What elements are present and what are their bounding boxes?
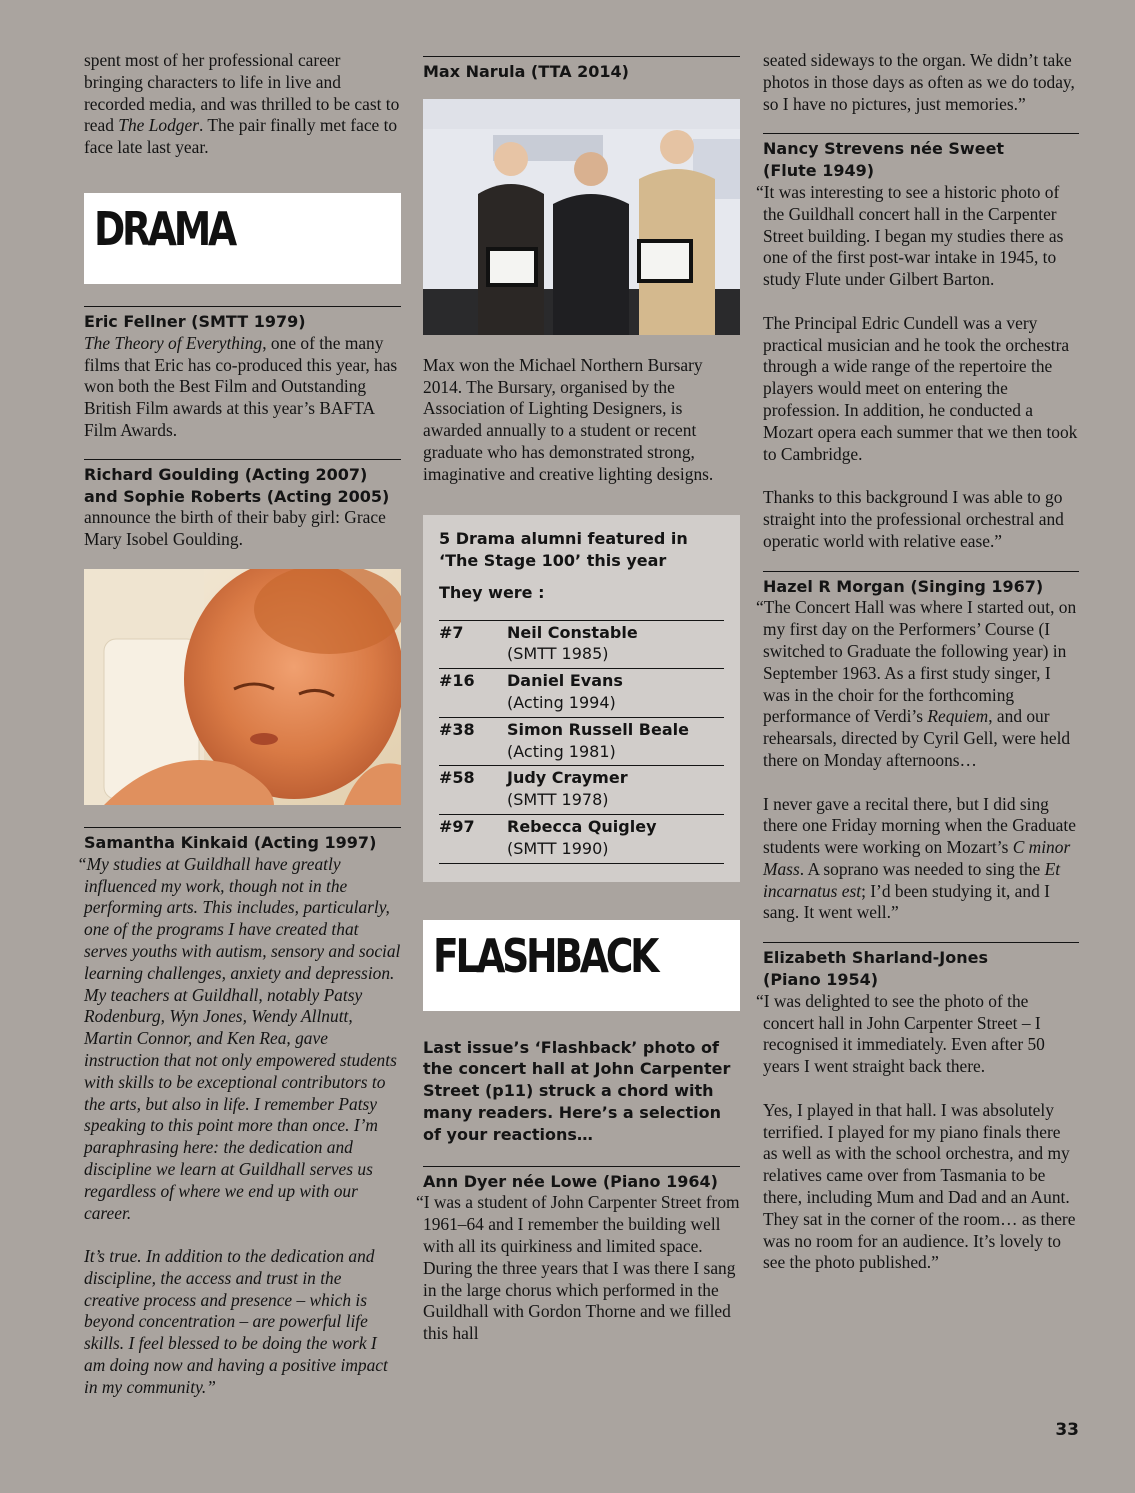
max-narula-text: Max won the Michael Northern Bursary 2014. The Bursary, organised by the Association of Lighting Designers, is awarded annually to a student or recent graduate who has demonstrated strong, imaginative and creative lighting designs. <box>423 354 714 484</box>
samantha-kinkaid-heading: Samantha Kinkaid (Acting 1997) <box>84 832 377 852</box>
table-row: #7 Neil Constable (SMTT 1985) <box>439 620 724 669</box>
eric-fellner-text: The Theory of Everything, one of the many films that Eric has co-produced this year, has won both the Best Film and Outstanding British Film awards at this year’s BAFTA Film Awards. <box>84 332 398 440</box>
table-row: #38 Simon Russell Beale (Acting 1981) <box>439 717 724 766</box>
stage-100-boxout <box>423 515 740 882</box>
stage-100-subheading: They were : <box>439 582 545 602</box>
divider <box>763 133 1079 134</box>
eric-fellner-heading: Eric Fellner (SMTT 1979) <box>84 311 306 331</box>
column-2 <box>416 56 740 1345</box>
column-3 <box>756 50 1079 1274</box>
elizabeth-sharland-jones-heading: Elizabeth Sharland-Jones (Piano 1954) <box>763 948 988 990</box>
ann-dyer-continued: seated sideways to the organ. We didn’t take photos in those days as often as we do today, so I have no pictures, just memories.” <box>763 50 1075 114</box>
baby-photo <box>84 569 401 805</box>
divider <box>763 571 1079 572</box>
stage-100-heading: 5 Drama alumni featured in ‘The Stage 100’ this year <box>439 528 688 570</box>
award-photo <box>423 99 740 335</box>
ann-dyer-text: “I was a student of John Carpenter Street from 1961–64 and I remember the building well with all its quirkiness and limited space. During the three years that I was there I sang in the large chorus which performed in the Guildhall with Gordon Thorne and we filled this hall <box>416 1192 740 1344</box>
divider <box>84 827 401 828</box>
table-row: #16 Daniel Evans (Acting 1994) <box>439 669 724 718</box>
hazel-morgan-heading: Hazel R Morgan (Singing 1967) <box>763 576 1044 596</box>
divider <box>423 1166 740 1167</box>
intro-paragraph: spent most of her professional career bringing characters to life in live and recorded media, and was thrilled to be cast to read The Lodger. The pair finally met face to face late last year. <box>84 50 400 158</box>
samantha-quote-1: “My studies at Guildhall have greatly influenced my work, though not in the performing arts. This includes, particularly, one of the programs I have created that serves youths with autism, sensory and social learning challenges, anxiety and depression. My teachers at Guildhall, notably Patsy Rodenburg, Wyn Jones, Wendy Allnutt, Martin Connor, and Ken Rea, gave instruction that not only empowered students with skills to be exceptional contributors to the arts, but also in life. I remember Patsy speaking to this point more than once. I’m paraphrasing here: the dedication and discipline we learn at Guildhall serves us regardless of where we end up with our career. <box>77 853 401 1223</box>
table-row: #58 Judy Craymer (SMTT 1978) <box>439 766 724 815</box>
divider <box>84 459 401 460</box>
column-1 <box>77 50 401 1399</box>
stage-100-table <box>439 620 724 864</box>
flashback-intro: Last issue’s ‘Flashback’ photo of the concert hall at John Carpenter Street (p11) struck a chord with many readers. Here’s a selection of your reactions… <box>423 1037 731 1144</box>
max-narula-heading: Max Narula (TTA 2014) <box>423 62 629 81</box>
hazel-quote-1: “The Concert Hall was where I started out, on my first day on the Performers’ Course (I switched to Graduate the following year) in September 1963. As a first study singer, I was in the choir for the forthcoming performance of Verdi’s Requiem, and our rehearsals, directed by Cyril Gell, were held there on Monday afternoons… <box>756 597 1077 770</box>
nancy-quote-1: “It was interesting to see a historic photo of the Guildhall concert hall in the Carpenter Street building. I began my studies there as one of the first post-war intake in 1945, to study Flute under Gilbert Barton. <box>756 181 1064 290</box>
table-row: #97 Rebecca Quigley (SMTT 1990) <box>439 814 724 863</box>
divider <box>84 306 401 307</box>
goulding-text: announce the birth of their baby girl: Grace Mary Isobel Goulding. <box>84 507 386 550</box>
drama-section-heading: DRAMA <box>84 193 401 284</box>
hazel-quote-2: I never gave a recital there, but I did sing there one Friday morning when the Graduate students were working on Mozart’s C minor Mass. A soprano was needed to sing the Et incarnatus est; I’d been studying it, and I sang. It went well.” <box>763 793 1076 923</box>
elizabeth-quote-2: Yes, I played in that hall. I was absolutely terrified. I played for my piano finals there as well as with the school orchestra, and my relatives came over from Tasmania to be there, including Mum and Dad and an Aunt. They sat in the corner of the room… as there was no room for an audience. It’s lovely to see the photo published.” <box>763 1099 1076 1273</box>
elizabeth-quote-1: “I was delighted to see the photo of the concert hall in John Carpenter Street – I recognised it immediately. Even after 50 years I went straight back there. <box>756 990 1045 1077</box>
nancy-quote-2: The Principal Edric Cundell was a very practical musician and he took the orchestra through a wide range of the repertoire the players would meet on entering the profession. In addition, he conducted a Mozart opera each summer that we then took to Cambridge. <box>763 312 1078 464</box>
baby-photo-image <box>84 569 401 805</box>
divider <box>763 942 1079 943</box>
flashback-section-heading: FLASHBACK <box>423 920 740 1011</box>
ann-dyer-heading: Ann Dyer née Lowe (Piano 1964) <box>423 1171 718 1191</box>
page-number: 33 <box>1055 1420 1079 1440</box>
divider <box>423 56 740 57</box>
award-photo-image <box>423 99 740 335</box>
nancy-strevens-heading: Nancy Strevens née Sweet (Flute 1949) <box>763 139 1005 181</box>
goulding-heading: Richard Goulding (Acting 2007) and Sophie Roberts (Acting 2005) <box>84 464 390 506</box>
nancy-quote-3: Thanks to this background I was able to go straight into the professional orchestral and operatic world with relative ease.” <box>763 487 1064 551</box>
samantha-quote-2: It’s true. In addition to the dedication and discipline, the access and trust in the creative process and presence – which is beyond concentration – are powerful life skills. I feel blessed to be doing the work I am doing now and having a positive impact in my community.” <box>84 1246 388 1397</box>
